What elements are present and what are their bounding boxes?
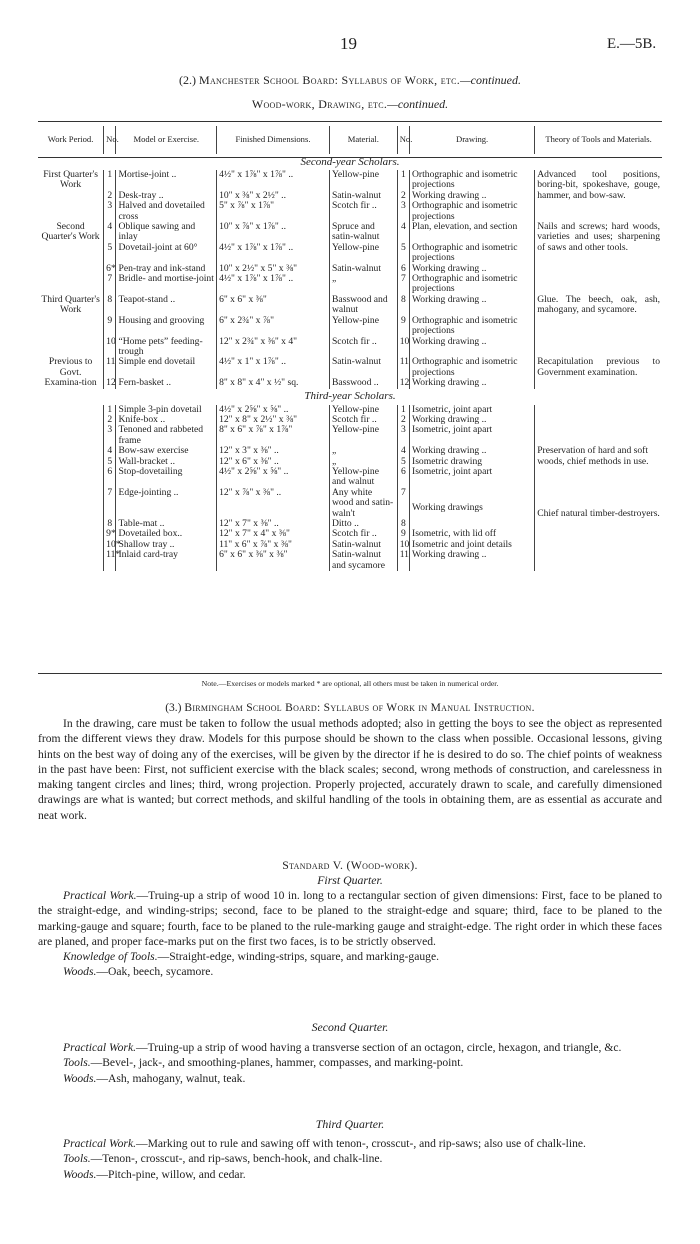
band-third-year-label: Third-year Scholars. — [304, 390, 396, 403]
row-number: 7 — [104, 274, 116, 295]
work-period-1: First Quarter's Work — [38, 170, 104, 222]
drawing-type: Orthographic and isometric projections — [410, 274, 535, 295]
drawing-number: 4 — [397, 446, 409, 456]
page-number: 19 — [340, 34, 357, 53]
material: „ — [329, 274, 397, 295]
model-exercise: Table-mat .. — [116, 519, 217, 529]
drawing-number: 6 — [397, 264, 409, 274]
material: Yellow-pine — [329, 425, 397, 446]
finished-dimensions: 8" x 6" x ⅞" x 1⅞" — [217, 425, 330, 446]
finished-dimensions: 6" x 6" x ⅜" — [217, 295, 330, 316]
model-exercise: Wall-bracket .. — [116, 457, 217, 467]
drawing-type: Isometric, with lid off — [410, 529, 535, 539]
section-3-number: (3.) — [165, 702, 185, 714]
finished-dimensions: 10" x ⅜" x 2½" .. — [217, 191, 330, 201]
table-row — [38, 425, 662, 446]
material: Basswood and walnut — [329, 295, 397, 316]
drawing-type: Working drawing .. — [410, 337, 535, 358]
finished-dimensions: 12" x 7" x 4" x ⅜" — [217, 529, 330, 539]
q1-woods-label: Woods. — [63, 965, 97, 979]
q2-pw-text: —Truing-up a strip of wood having a transverse section of an octagon, circle, hexagon, and triangle, &c. — [136, 1041, 622, 1054]
section-2-continued: —continued. — [460, 73, 522, 87]
band-second-year-label: Second-year Scholars. — [300, 155, 400, 168]
material: Satin-walnut and sycamore — [329, 550, 397, 571]
section-2-title — [0, 73, 700, 88]
drawing-number: 2 — [397, 415, 409, 425]
material: Scotch fir .. — [329, 529, 397, 539]
model-exercise: Pen-tray and ink-stand — [116, 264, 217, 274]
row-number: 11 — [104, 357, 116, 378]
header-material: Material. — [329, 126, 397, 154]
q3-tools-label: Tools. — [63, 1152, 91, 1166]
finished-dimensions: 12" x 8" x 2½" x ⅜" — [217, 415, 330, 425]
document-code: E.—5B. — [607, 36, 657, 52]
q3-pw-text: —Marking out to rule and sawing off with tenon-, crosscut-, and rip-saws; also use of chalk-line. — [136, 1137, 586, 1150]
q2-practical-work — [38, 1040, 662, 1055]
second-year-body — [38, 154, 662, 389]
section-3-paragraph — [38, 716, 662, 823]
q3-woods — [38, 1167, 662, 1182]
drawing-number: 1 — [397, 170, 409, 191]
header-no: No. — [104, 126, 116, 154]
section-2-number: (2.) — [178, 73, 199, 87]
table-row — [38, 357, 662, 378]
finished-dimensions: 4½" x 1⅞" x 1⅞" .. — [217, 170, 330, 191]
row-number: 4 — [104, 446, 116, 456]
finished-dimensions: 10" x 2½" x 5" x ⅜" — [217, 264, 330, 274]
theory-preservation: Preservation of hard and soft woods, chief methods in use. — [537, 445, 649, 467]
q3-tools — [38, 1151, 662, 1166]
drawing-type: Working drawing .. — [410, 295, 535, 316]
row-number: 5 — [104, 243, 116, 264]
drawing-type: Isometric and joint details — [410, 540, 535, 550]
finished-dimensions: 4½" x 2⅝" x ⅝" .. — [217, 467, 330, 488]
drawing-number: 8 — [397, 295, 409, 316]
header-drawing: Drawing. — [410, 126, 535, 154]
drawing-type: Orthographic and isometric projections — [410, 243, 535, 264]
row-number: 6 — [104, 467, 116, 488]
header-work-period: Work Period. — [38, 126, 104, 154]
work-period-3: Third Quarter's Work — [38, 295, 104, 357]
row-number: 3 — [104, 425, 116, 446]
q2-tools-label: Tools. — [63, 1056, 91, 1070]
table-top-rule — [38, 121, 662, 122]
merged-working-drawings: Working drawings — [410, 488, 535, 530]
table-row — [38, 222, 662, 243]
q1-woods — [38, 964, 662, 979]
row-number: 6* — [104, 264, 116, 274]
finished-dimensions: 4½" x 2⅝" x ⅝" .. — [217, 405, 330, 415]
drawing-number: 6 — [397, 467, 409, 488]
drawing-number: 10 — [397, 540, 409, 550]
model-exercise: Bow-saw exercise — [116, 446, 217, 456]
section-2-subtitle — [0, 97, 700, 112]
theory-blank — [535, 405, 662, 426]
period-blank — [38, 405, 104, 572]
finished-dimensions: 4½" x 1" x 1⅞" .. — [217, 357, 330, 378]
row-number: 2 — [104, 191, 116, 201]
q2-woods-text: —Ash, mahogany, walnut, teak. — [96, 1071, 246, 1085]
drawing-number: 7 — [397, 488, 409, 519]
drawing-instructions: In the drawing, care must be taken to follow the usual methods adopted; also in getting the boys to see the object as represented from the different views they draw. Models for this purpose should be shown to the class when possible. Occasional lessons, giving hints on the best way of doing any of the exercises, will be given by the director if he is desired to do so. The chief points of weakness in the past have been: First, not sufficient exercise with the black scales; second, wrong methods of construction, and carelessness in making tangent circles and lines; third, wrong projection. Properly projected, accurately drawn to scale, and carefully dimensioned drawings are what is wanted; but correct methods, and skilful handling of the tools in obtaining them, are as essential as accurate and neat work. — [38, 717, 662, 822]
drawing-type: Isometric, joint apart — [410, 405, 535, 415]
row-number: 4 — [104, 222, 116, 243]
q3-practical-work — [38, 1136, 662, 1151]
row-number: 1 — [104, 170, 116, 191]
row-number: 9 — [104, 316, 116, 337]
model-exercise: Dovetailed box.. — [116, 529, 217, 539]
row-number: 3 — [104, 201, 116, 222]
row-number: 10* — [104, 540, 116, 550]
theory-group-3: Glue. The beech, oak, ash, mahogany, and sycamore. — [537, 293, 660, 316]
material: Satin-walnut — [329, 540, 397, 550]
syllabus-table — [38, 126, 662, 571]
row-number: 9* — [104, 529, 116, 539]
q1-kt-label: Knowledge of Tools. — [63, 950, 158, 964]
drawing-number: 5 — [397, 243, 409, 264]
finished-dimensions: 5" x ⅞" x 1⅞" — [217, 201, 330, 222]
q2-pw-label: Practical Work. — [63, 1041, 136, 1054]
material: Satin-walnut — [329, 264, 397, 274]
drawing-number: 2 — [397, 191, 409, 201]
model-exercise: Simple end dovetail — [116, 357, 217, 378]
drawing-number: 5 — [397, 457, 409, 467]
model-exercise: Fern-basket .. — [116, 378, 217, 388]
drawing-type: Working drawing .. — [410, 378, 535, 388]
row-number: 11* — [104, 550, 116, 571]
header-dimensions: Finished Dimensions. — [217, 126, 330, 154]
drawing-number: 3 — [397, 201, 409, 222]
subtitle-continued: —continued. — [387, 97, 449, 111]
work-period-4: Previous to Govt. Examina-tion — [38, 357, 104, 388]
model-exercise: Knife-box .. — [116, 415, 217, 425]
material: Scotch fir .. — [329, 415, 397, 425]
header-model: Model or Exercise. — [116, 126, 217, 154]
model-exercise: Halved and dovetailed cross — [116, 201, 217, 222]
material: Yellow-pine — [329, 316, 397, 337]
table-header-row — [38, 126, 662, 154]
q2-woods-label: Woods. — [63, 1071, 97, 1085]
finished-dimensions: 4½" x 1⅞" x 1⅞" .. — [217, 274, 330, 295]
band-second-year — [38, 154, 662, 170]
row-number: 10 — [104, 337, 116, 358]
finished-dimensions: 12" x 3" x ⅜" .. — [217, 446, 330, 456]
drawing-number: 11 — [397, 357, 409, 378]
material: Scotch fir .. — [329, 337, 397, 358]
subtitle-text: Wood-work, Drawing, etc. — [251, 97, 388, 111]
finished-dimensions: 6" x 2¾" x ⅞" — [217, 316, 330, 337]
q1-pw-label: Practical Work. — [63, 889, 137, 902]
finished-dimensions: 8" x 8" x 4" x ½" sq. — [217, 378, 330, 388]
theory-blank-2 — [535, 540, 662, 571]
theory-group-2: Nails and screws; hard woods, varieties and uses; sharpening of saws and other tools. — [537, 221, 660, 253]
material: „ — [329, 446, 397, 456]
row-number: 8 — [104, 295, 116, 316]
model-exercise: Tenoned and rabbeted frame — [116, 425, 217, 446]
material: Satin-walnut — [329, 191, 397, 201]
q1-woods-text: —Oak, beech, sycamore. — [96, 965, 214, 979]
third-year-body — [38, 389, 662, 572]
drawing-type: Plan, elevation, and section — [410, 222, 535, 243]
drawing-number: 11 — [397, 550, 409, 571]
model-exercise: Oblique sawing and inlay — [116, 222, 217, 243]
drawing-number: 1 — [397, 405, 409, 415]
header-theory: Theory of Tools and Materials. — [545, 134, 652, 145]
model-exercise: Mortise-joint .. — [116, 170, 217, 191]
model-exercise: Stop-dovetailing — [116, 467, 217, 488]
q3-heading: Third Quarter. — [315, 1117, 385, 1131]
drawing-number: 7 — [397, 274, 409, 295]
drawing-number: 8 — [397, 519, 409, 529]
table-row — [38, 488, 662, 519]
row-number: 8 — [104, 519, 116, 529]
table-row — [38, 170, 662, 191]
row-number: 1 — [104, 405, 116, 415]
q2-woods — [38, 1071, 662, 1086]
q3-body — [38, 1136, 662, 1182]
model-exercise: Edge-jointing .. — [116, 488, 217, 519]
finished-dimensions: 11" x 6" x ⅞" x ⅜" — [217, 540, 330, 550]
model-exercise: Teapot-stand .. — [116, 295, 217, 316]
q3-tools-text: —Tenon-, crosscut-, and rip-saws, bench-hook, and chalk-line. — [90, 1152, 383, 1166]
section-3-title — [0, 702, 700, 714]
row-number: 7 — [104, 488, 116, 519]
finished-dimensions: 10" x ⅞" x 1⅞" .. — [217, 222, 330, 243]
drawing-number: 12 — [397, 378, 409, 388]
model-exercise: “Home pets” feeding-trough — [116, 337, 217, 358]
q3-pw-label: Practical Work. — [63, 1137, 136, 1150]
drawing-type: Working drawing .. — [410, 550, 535, 571]
material: Scotch fir .. — [329, 201, 397, 222]
finished-dimensions: 12" x 2¾" x ⅜" x 4" — [217, 337, 330, 358]
q1-pw-text: —Truing-up a strip of wood 10 in. long to a rectangular section of given dimensions: First, face to be planed to the straight-edge, and winding-strips; second, face to be planed to the straight-edge and square; third, face to be planed to the marking-gauge and square; fourth, face to be planed to the rule-marking gauge and straight-edge. The right order in which these faces are planed, and proper face-marks put on the first two faces, is to be strictly observed. — [38, 889, 662, 948]
finished-dimensions: 4½" x 1⅞" x 1⅞" .. — [217, 243, 330, 264]
q2-tools-text: —Bevel-, jack-, and smoothing-planes, hammer, compasses, and marking-point. — [90, 1056, 464, 1070]
material: Yellow-pine — [329, 243, 397, 264]
drawing-number: 9 — [397, 316, 409, 337]
finished-dimensions: 12" x 6" x ⅜" .. — [217, 457, 330, 467]
drawing-type: Isometric drawing — [410, 457, 535, 467]
row-number: 2 — [104, 415, 116, 425]
theory-group-1: Advanced tool positions, boring-bit, spokeshave, gouge, hammer, and bow-saw. — [537, 169, 660, 201]
drawing-number: 9 — [397, 529, 409, 539]
section-2-name: Manchester School Board: Syllabus of Work, etc. — [198, 73, 461, 87]
section-3-name: Birmingham School Board: Syllabus of Work in Manual Instruction. — [184, 702, 535, 714]
model-exercise: Simple 3-pin dovetail — [116, 405, 217, 415]
model-exercise: Bridle- and mortise-joint — [116, 274, 217, 295]
drawing-type: Orthographic and isometric projections — [410, 201, 535, 222]
q1-practical-work — [38, 888, 662, 949]
row-number: 12 — [104, 378, 116, 388]
band-third-year — [38, 389, 662, 405]
drawing-type: Working drawing .. — [410, 446, 535, 456]
q2-heading: Second Quarter. — [311, 1020, 389, 1034]
material: Ditto .. — [329, 519, 397, 529]
model-exercise: Shallow tray .. — [116, 540, 217, 550]
drawing-type: Isometric, joint apart — [410, 467, 535, 488]
standard-title: Standard V. (Wood-work). — [282, 858, 418, 872]
table-note: Note.—Exercises or models marked * are optional, all others must be taken in numerical order. — [201, 679, 499, 688]
drawing-type: Orthographic and isometric projections — [410, 170, 535, 191]
q1-body — [38, 888, 662, 980]
theory-destroyers: Chief natural timber-destroyers. — [537, 507, 660, 519]
drawing-number: 4 — [397, 222, 409, 243]
work-period-2: Second Quarter's Work — [38, 222, 104, 295]
drawing-type: Working drawing .. — [410, 415, 535, 425]
drawing-type: Orthographic and isometric projections — [410, 357, 535, 378]
finished-dimensions: 12" x 7" x ⅜" .. — [217, 519, 330, 529]
drawing-number: 10 — [397, 337, 409, 358]
material: „ — [329, 457, 397, 467]
material: Spruce and satin-walnut — [329, 222, 397, 243]
q3-woods-text: —Pitch-pine, willow, and cedar. — [96, 1167, 246, 1181]
material: Any white wood and satin-waln't — [329, 488, 397, 519]
model-exercise: Inlaid card-tray — [116, 550, 217, 571]
model-exercise: Dovetail-joint at 60° — [116, 243, 217, 264]
drawing-type: Orthographic and isometric projections — [410, 316, 535, 337]
finished-dimensions: 12" x ⅞" x ⅜" .. — [217, 488, 330, 519]
row-number: 5 — [104, 457, 116, 467]
theory-group-4: Recapitulation previous to Government examination. — [537, 356, 660, 378]
drawing-type: Isometric, joint apart — [410, 425, 535, 446]
finished-dimensions: 6" x 6" x ⅜" x ⅜" — [217, 550, 330, 571]
drawing-type: Working drawing .. — [410, 264, 535, 274]
material: Yellow-pine and walnut — [329, 467, 397, 488]
q2-body — [38, 1040, 662, 1086]
table-bottom-rule — [38, 673, 662, 674]
material: Basswood .. — [329, 378, 397, 388]
model-exercise: Desk-tray .. — [116, 191, 217, 201]
material: Yellow-pine — [329, 170, 397, 191]
model-exercise: Housing and grooving — [116, 316, 217, 337]
drawing-number: 3 — [397, 425, 409, 446]
material: Yellow-pine — [329, 405, 397, 415]
drawing-type: Working drawing .. — [410, 191, 535, 201]
q3-woods-label: Woods. — [63, 1167, 97, 1181]
q1-kt-text: —Straight-edge, winding-strips, square, and marking-gauge. — [157, 950, 439, 964]
q1-knowledge — [38, 949, 662, 964]
header-no-2: No. — [397, 126, 409, 154]
material: Satin-walnut — [329, 357, 397, 378]
q1-heading: First Quarter. — [317, 873, 383, 887]
table-row — [38, 295, 662, 316]
q2-tools — [38, 1055, 662, 1070]
